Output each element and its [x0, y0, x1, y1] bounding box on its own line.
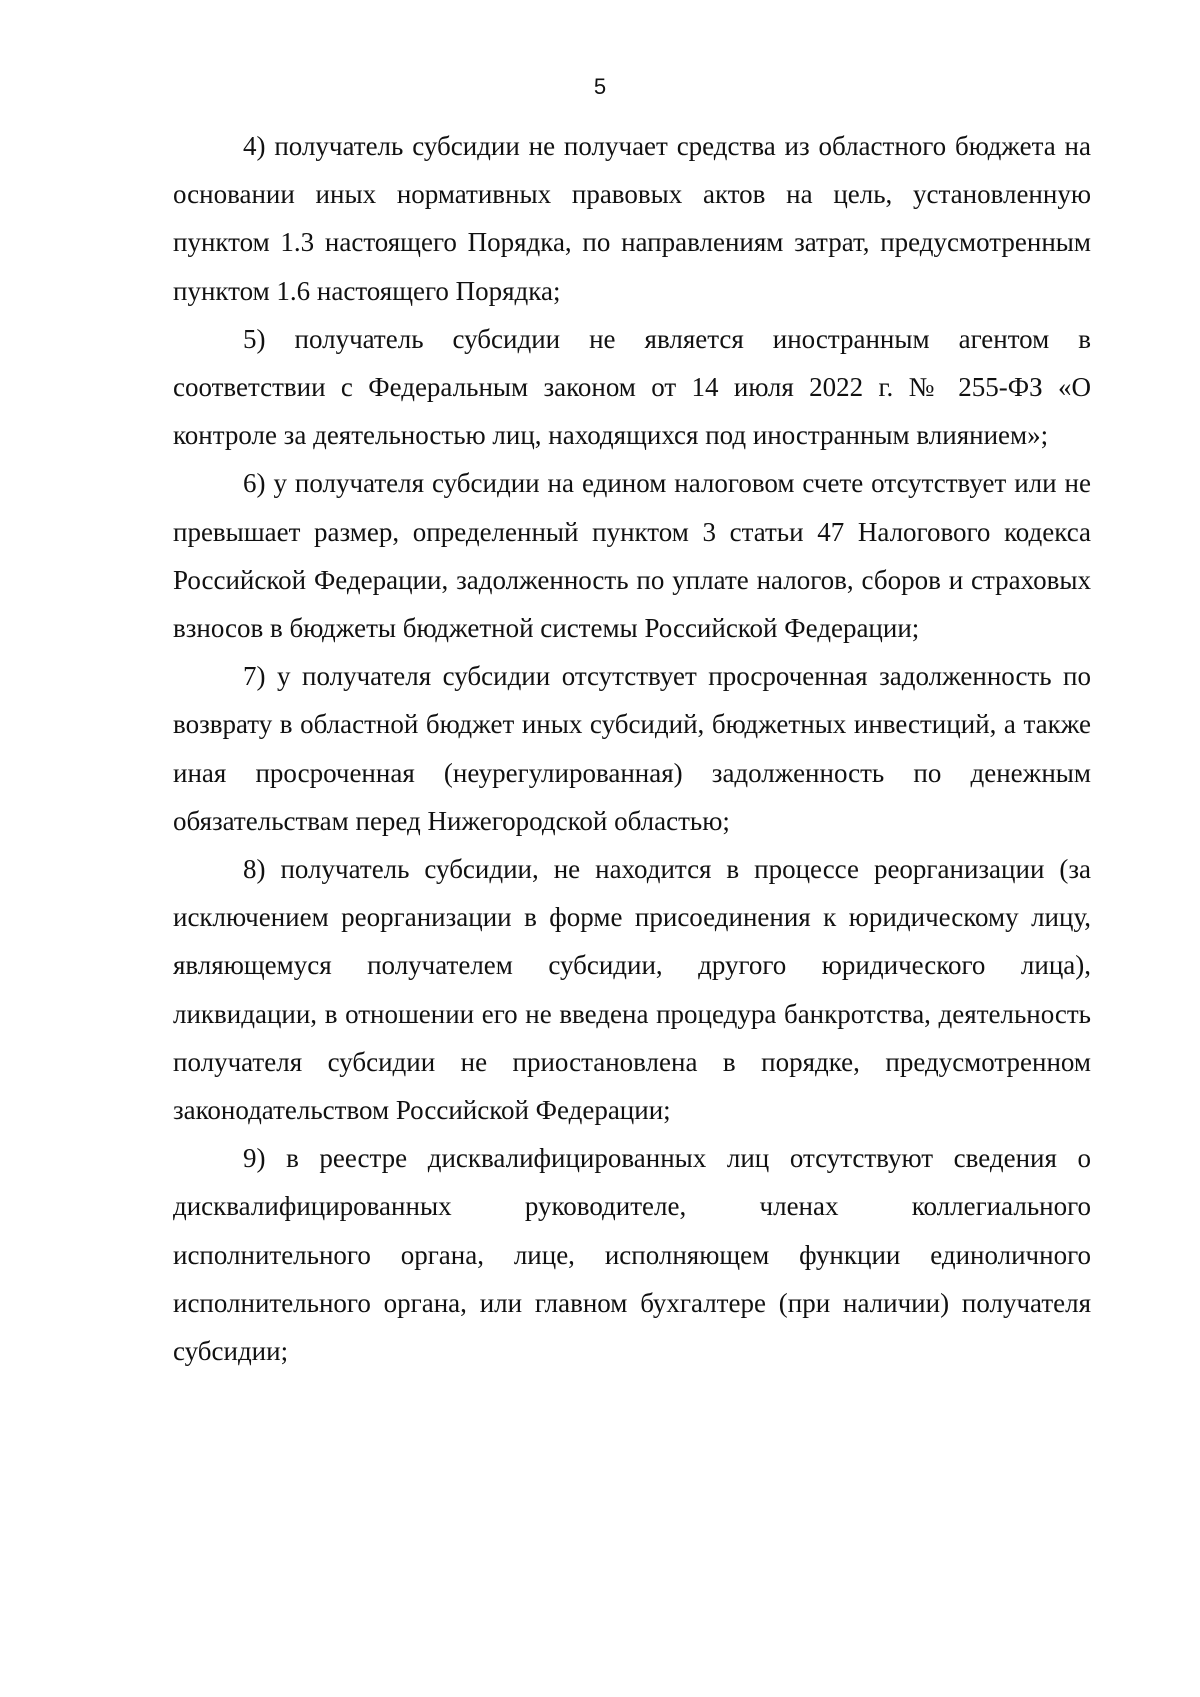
page-number: 5 [593, 74, 607, 99]
paragraph-item-9: 9) в реестре дисквалифицированных лиц отсутствуют сведения о дисквалифицированных руководителе, членах коллегиального исполнительного органа, лице, исполняющем функции единоличного исполнительного органа, или главном бухгалтере (при наличии) получателя субсидии; [173, 1143, 1091, 1367]
paragraph-item-7: 7) у получателя субсидии отсутствует просроченная задолженность по возврату в областной бюджет иных субсидий, бюджетных инвестиций, а также иная просроченная (неурегулированная) задолженность по денежным обязательствам перед Нижегородской областью; [173, 661, 1091, 836]
paragraph-item-4: 4) получатель субсидии не получает средства из областного бюджета на основании иных нормативных правовых актов на цель, установленную пунктом 1.3 настоящего Порядка, по направлениям затрат, предусмотренным пунктом 1.6 настоящего Порядка; [173, 131, 1091, 306]
paragraph-item-8: 8) получатель субсидии, не находится в процессе реорганизации (за исключением реорганизации в форме присоединения к юридическому лицу, являющемуся получателем субсидии, другого юридического лица), ликвидации, в отношении его не введена процедура банкротства, деятельность получателя субсидии не приостановлена в порядке, предусмотренном законодательством Российской Федерации; [173, 854, 1091, 1126]
document-body [173, 122, 1091, 1375]
paragraph-item-5: 5) получатель субсидии не является иностранным агентом в соответствии с Федеральным законом от 14 июля 2022 г. № 255-ФЗ «О контроле за деятельностью лиц, находящихся под иностранным влиянием»; [173, 323, 1091, 451]
paragraph-item-6: 6) у получателя субсидии на едином налоговом счете отсутствует или не превышает размер, определенный пунктом 3 статьи 47 Налогового кодекса Российской Федерации, задолженность по уплате налогов, сборов и страховых взносов в бюджеты бюджетной системы Российской Федерации; [173, 468, 1091, 644]
